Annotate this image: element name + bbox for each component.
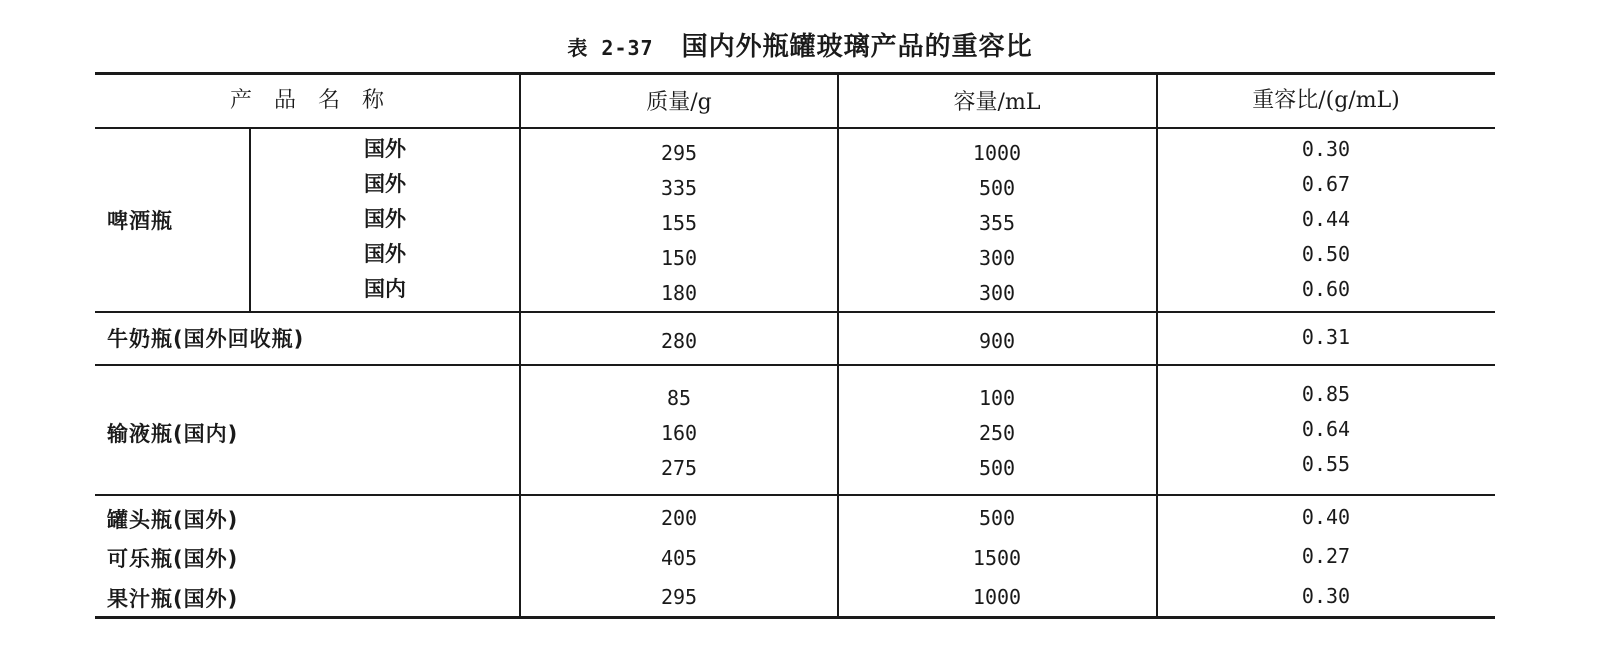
cola-volume: 1500: [972, 546, 1022, 570]
infusion-ratio: 0.55: [1301, 452, 1351, 476]
beer-volume: 1000: [972, 141, 1022, 165]
milk-ratio: 0.31: [1301, 325, 1351, 349]
beer-volume: 300: [978, 246, 1016, 270]
beer-volume: 355: [978, 211, 1016, 235]
header-volume: 容量/mL: [953, 90, 1041, 115]
beer-ratio: 0.60: [1301, 277, 1351, 301]
beer-origin: 国外: [364, 137, 406, 161]
infusion-mass: 160: [660, 421, 698, 445]
table-title: [0, 26, 1600, 63]
beer-mass: 155: [660, 211, 698, 235]
beer-volume: 500: [978, 176, 1016, 200]
beer-origin: 国内: [364, 277, 406, 301]
juice-ratio: 0.30: [1301, 584, 1351, 608]
cola-bottle-label: 可乐瓶(国外): [107, 547, 239, 571]
juice-bottle-label: 果汁瓶(国外): [107, 587, 239, 611]
juice-volume: 1000: [972, 585, 1022, 609]
beer-subcolumn-divider: [249, 128, 251, 311]
table-caption: 国内外瓶罐玻璃产品的重容比: [681, 32, 1033, 62]
beer-ratio: 0.30: [1301, 137, 1351, 161]
milk-volume: 900: [978, 329, 1016, 353]
header-rule: [95, 127, 1495, 129]
canned-mass: 200: [660, 506, 698, 530]
bottom-rule: [95, 616, 1495, 619]
infusion-group-rule: [95, 494, 1495, 496]
table-number: 表 2-37: [567, 36, 654, 60]
infusion-mass: 85: [666, 386, 692, 410]
infusion-volume: 100: [978, 386, 1016, 410]
infusion-mass: 275: [660, 456, 698, 480]
header-product-name: 产 品 名 称: [229, 88, 384, 113]
beer-volume: 300: [978, 281, 1016, 305]
infusion-bottle-label: 输液瓶(国内): [107, 422, 239, 446]
beer-mass: 335: [660, 176, 698, 200]
canned-volume: 500: [978, 506, 1016, 530]
beer-mass: 180: [660, 281, 698, 305]
cola-mass: 405: [660, 546, 698, 570]
beer-origin: 国外: [364, 207, 406, 231]
infusion-ratio: 0.64: [1301, 417, 1351, 441]
beer-ratio: 0.67: [1301, 172, 1351, 196]
header-ratio: 重容比/(g/mL): [1252, 88, 1400, 113]
canned-bottle-label: 罐头瓶(国外): [107, 508, 239, 532]
header-mass: 质量/g: [646, 90, 712, 115]
beer-mass: 295: [660, 141, 698, 165]
beer-origin: 国外: [364, 172, 406, 196]
beer-origin: 国外: [364, 242, 406, 266]
juice-mass: 295: [660, 585, 698, 609]
beer-group-rule: [95, 311, 1495, 313]
infusion-ratio: 0.85: [1301, 382, 1351, 406]
cola-ratio: 0.27: [1301, 544, 1351, 568]
infusion-volume: 500: [978, 456, 1016, 480]
milk-group-rule: [95, 364, 1495, 366]
milk-bottle-label: 牛奶瓶(国外回收瓶): [107, 327, 305, 351]
beer-mass: 150: [660, 246, 698, 270]
canned-ratio: 0.40: [1301, 505, 1351, 529]
infusion-volume: 250: [978, 421, 1016, 445]
beer-ratio: 0.50: [1301, 242, 1351, 266]
milk-mass: 280: [660, 329, 698, 353]
beer-ratio: 0.44: [1301, 207, 1351, 231]
beer-bottle-label: 啤酒瓶: [107, 209, 173, 233]
top-rule: [95, 72, 1495, 75]
